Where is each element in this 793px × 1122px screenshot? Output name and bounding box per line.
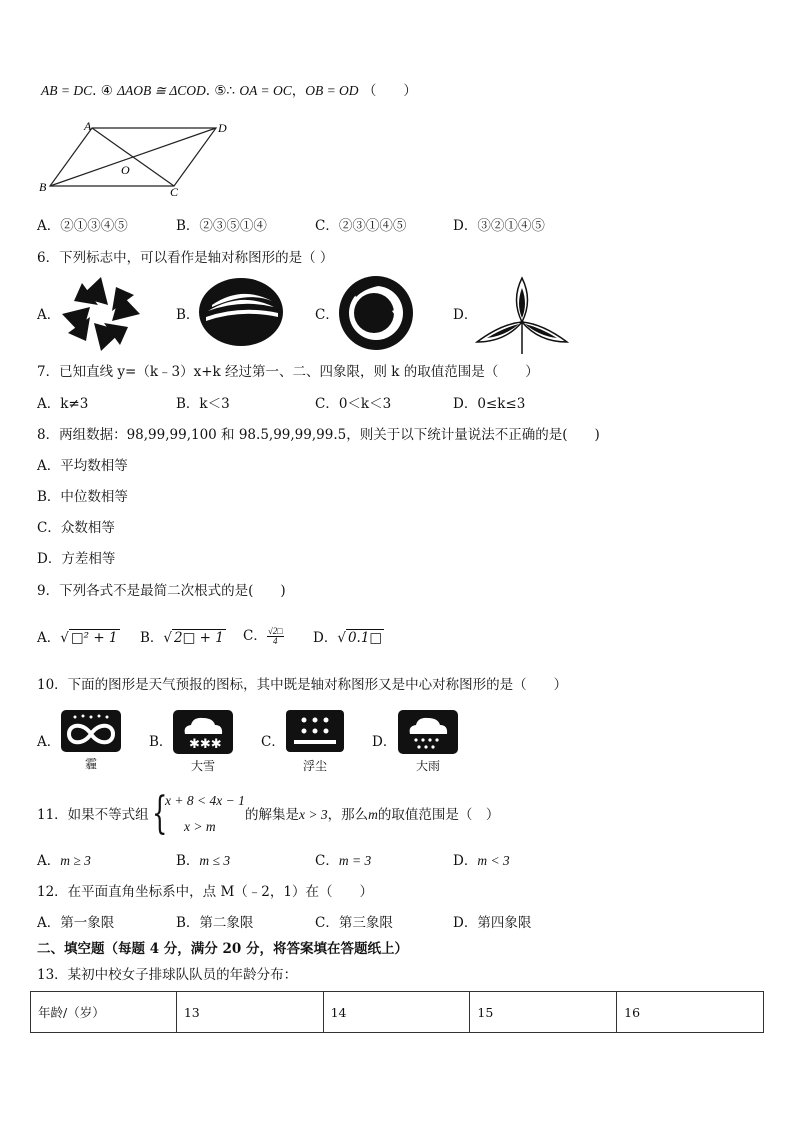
q7-option-b[interactable]: B．k＜3 — [176, 396, 230, 412]
q8-option-c[interactable]: C．众数相等 — [37, 520, 115, 536]
fraction: $\frac{√2□}{4}$ — [267, 626, 283, 646]
table-cell: 16 — [617, 992, 764, 1033]
q10-caption-a: 霾 — [84, 757, 97, 771]
q12-option-b[interactable]: B．第二象限 — [176, 915, 254, 931]
q11-option-d[interactable]: D．m < 3 — [453, 853, 510, 869]
q10-stem: 10．下面的图形是天气预报的图标，其中既是轴对称图形又是中心对称图形的是（ ） — [37, 677, 568, 693]
sqrt-sign-icon: √ — [60, 630, 69, 646]
q6-option-a[interactable]: A． — [37, 307, 61, 323]
q5-option-b[interactable]: B．②③⑤①④ — [176, 218, 267, 234]
q10-option-a[interactable]: A． — [37, 734, 61, 750]
q8-option-a[interactable]: A．平均数相等 — [37, 458, 128, 474]
parallelogram-diagram — [36, 118, 236, 198]
heavy-rain-weather-icon — [398, 710, 458, 754]
q10-caption-d: 大雨 — [415, 759, 440, 773]
q10-option-d[interactable]: D． — [372, 734, 397, 750]
label-b: B — [39, 180, 47, 194]
table-cell: 13 — [176, 992, 323, 1033]
q5-option-a[interactable]: A．②①③④⑤ — [37, 218, 128, 234]
left-brace-icon: { — [152, 788, 168, 839]
three-petal-flower-logo-icon — [475, 274, 569, 356]
q11-option-c[interactable]: C．m = 3 — [315, 853, 372, 869]
q8-option-b[interactable]: B．中位数相等 — [37, 489, 128, 505]
q9-option-d[interactable]: D．√ 0.1□ — [313, 630, 383, 646]
q11-option-b[interactable]: B．m ≤ 3 — [176, 853, 231, 869]
age-distribution-table — [30, 991, 764, 1033]
q12-option-a[interactable]: A．第一象限 — [37, 915, 115, 931]
q5-stem: AB = DC. ④ ΔAOB ≅ ΔCOD. ⑤∴ OA = OC，OB = OD （ ） — [41, 83, 417, 99]
q11-system-line-1: x + 8 < 4x − 1 — [165, 793, 245, 808]
haze-weather-icon — [61, 710, 121, 752]
q7-option-a[interactable]: A．k≠3 — [37, 396, 89, 412]
label-c: C — [170, 185, 179, 198]
q12-option-d[interactable]: D．第四象限 — [453, 915, 532, 931]
q11-system-line-2: x > m — [184, 819, 216, 834]
q6-option-d[interactable]: D． — [453, 307, 478, 323]
q7-option-c[interactable]: C．0＜k＜3 — [315, 396, 392, 412]
q13-stem: 13．某初中校女子排球队队员的年龄分布： — [37, 967, 298, 983]
q5-option-c[interactable]: C．②③①④⑤ — [315, 218, 407, 234]
table-row — [31, 992, 764, 1033]
table-cell: 14 — [323, 992, 470, 1033]
crescent-swoosh-logo-icon — [198, 277, 284, 347]
q6-option-b[interactable]: B． — [176, 307, 200, 323]
table-cell: 15 — [470, 992, 617, 1033]
q7-option-d[interactable]: D．0≤k≤3 — [453, 396, 526, 412]
table-cell-header: 年龄/（岁） — [31, 992, 177, 1033]
q9-stem: 9．下列各式不是最简二次根式的是( ) — [37, 583, 286, 599]
four-point-star-logo-icon — [60, 275, 142, 353]
q10-option-c[interactable]: C． — [261, 734, 285, 750]
svg-text:✱✱✱: ✱✱✱ — [189, 737, 222, 752]
q9-option-c[interactable]: C． $\frac{√2□}{4}$ — [243, 626, 283, 646]
q6-stem: 6．下列标志中，可以看作是轴对称图形的是（ ） — [37, 250, 334, 266]
q10-caption-b: 大雪 — [190, 759, 215, 773]
heavy-snow-weather-icon — [173, 710, 233, 754]
sqrt-sign-icon: √ — [163, 630, 173, 646]
q11-stem-rest: 的解集是x > 3，那么m的取值范围是（ ） — [245, 807, 500, 823]
q9-option-a[interactable]: A．√ □² + 1 — [37, 630, 118, 646]
floating-dust-weather-icon — [286, 710, 344, 752]
q10-caption-c: 浮尘 — [302, 759, 327, 773]
q9-option-b[interactable]: B．√ 2□ + 1 — [140, 630, 224, 646]
q7-stem: 7．已知直线 y=（k﹣3）x+k 经过第一、二、四象限，则 k 的取值范围是（ ） — [37, 364, 539, 380]
swirl-circle-logo-icon — [338, 275, 414, 351]
q12-stem: 12．在平面直角坐标系中，点 M（﹣2，1）在（ ） — [37, 884, 373, 900]
q11-option-a[interactable]: A．m ≥ 3 — [37, 853, 91, 869]
q8-option-d[interactable]: D．方差相等 — [37, 551, 116, 567]
label-o: O — [121, 163, 130, 177]
label-a: A — [84, 119, 92, 133]
q5-option-d[interactable]: D．③②①④⑤ — [453, 218, 545, 234]
q10-option-b[interactable]: B． — [149, 734, 173, 750]
label-d: D — [218, 121, 227, 135]
q6-option-c[interactable]: C． — [315, 307, 339, 323]
q8-stem: 8．两组数据：98,99,99,100 和 98.5,99,99,99.5，则关于以下统计量说法不正确的是( ) — [37, 427, 600, 443]
sqrt-sign-icon: √ — [337, 630, 346, 646]
section-title: 二、填空题（每题 4 分，满分 20 分，将答案填在答题纸上） — [37, 941, 408, 957]
q12-option-c[interactable]: C．第三象限 — [315, 915, 393, 931]
q11-stem-prefix: 11．如果不等式组 — [37, 807, 149, 823]
